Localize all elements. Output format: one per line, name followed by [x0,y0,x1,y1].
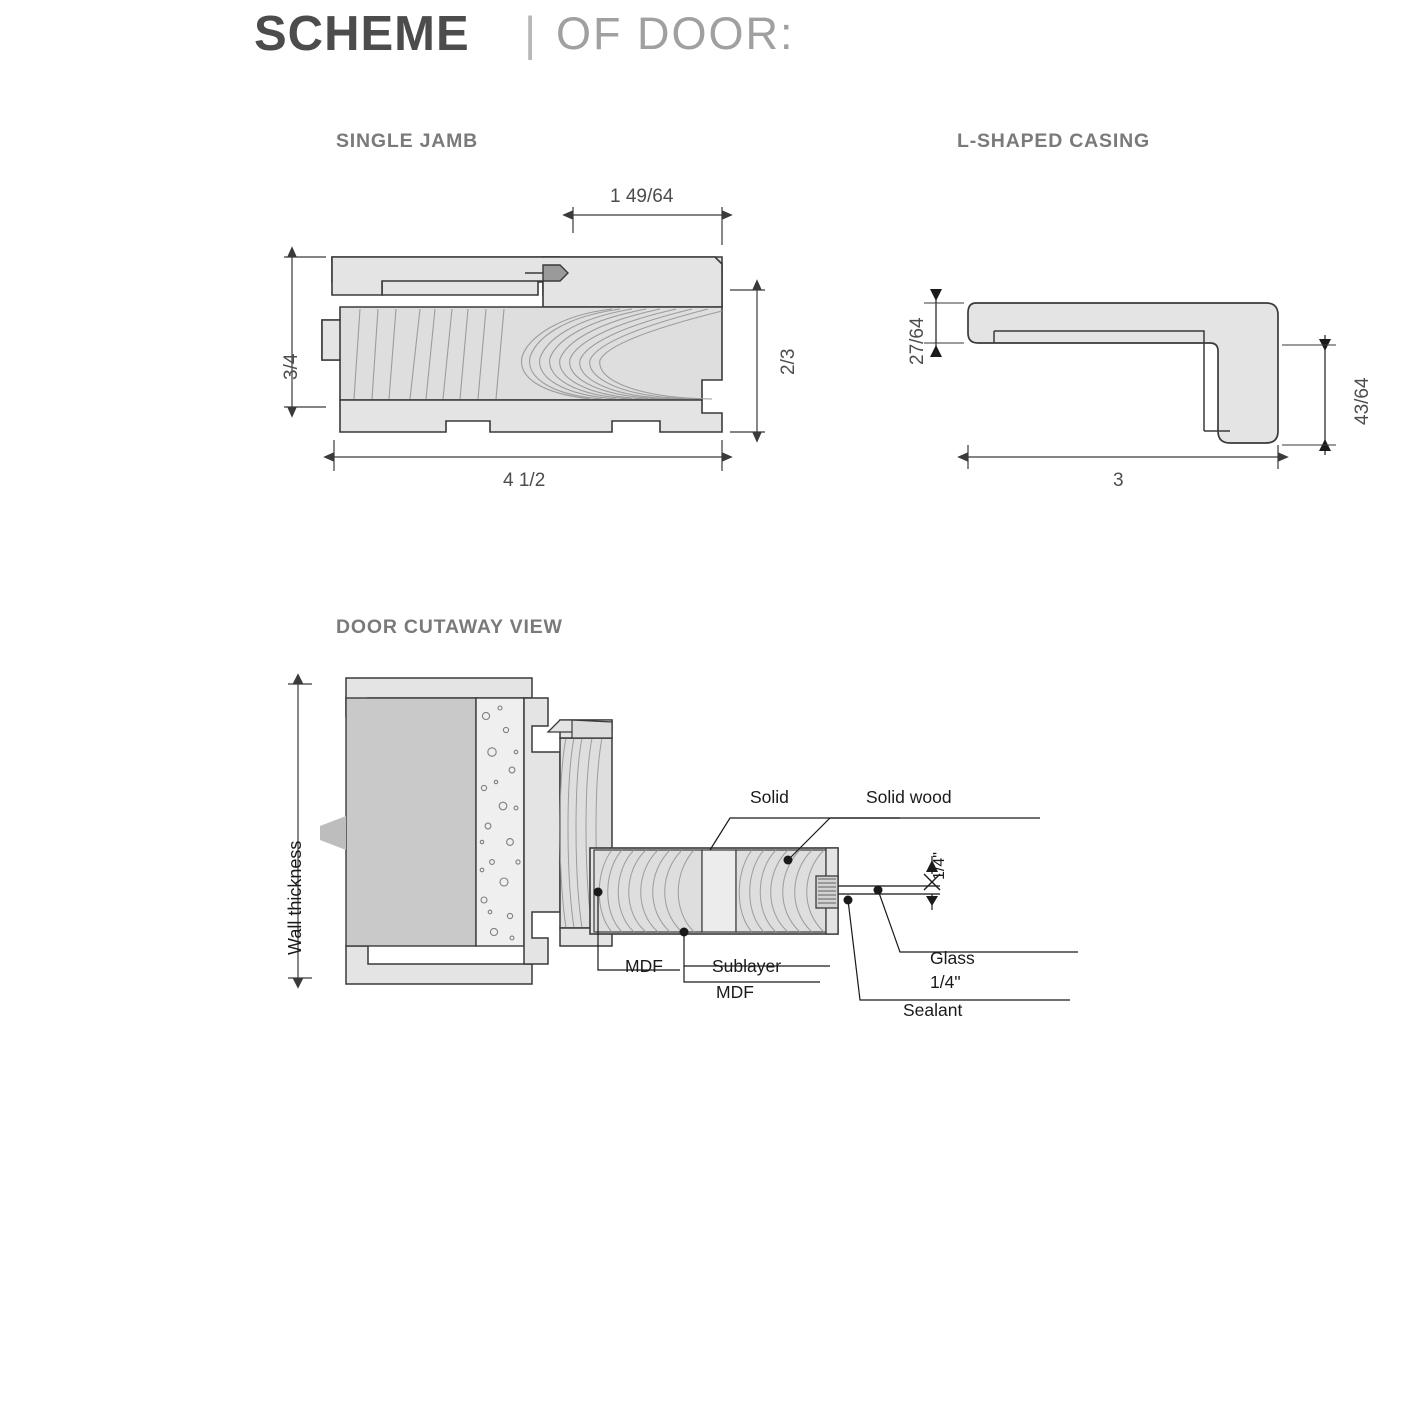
dim-jamb-right-height: 2/3 [778,348,799,375]
page-title-sub: OF DOOR: [556,8,795,59]
section-heading-l-shaped-casing: L-SHAPED CASING [957,130,1150,152]
single-jamb-drawing [260,185,780,515]
dim-jamb-left-height: 3/4 [281,353,302,380]
label-solid-wood: Solid wood [866,787,952,807]
dim-casing-right-thickness: 43/64 [1352,377,1373,425]
section-heading-single-jamb: SINGLE JAMB [336,130,479,152]
label-quarter-inch: 1/4" [931,852,948,880]
label-wall-thickness: Wall thickness [285,840,305,955]
dim-jamb-bottom-width: 4 1/2 [503,470,546,491]
label-sublayer-mdf: MDF [716,982,754,1002]
label-solid: Solid [750,787,789,807]
section-heading-door-cutaway-view: DOOR CUTAWAY VIEW [336,616,563,638]
dim-jamb-top-width: 1 49/64 [610,186,674,207]
label-mdf: MDF [625,956,663,976]
label-sealant: Sealant [903,1000,963,1020]
page-title-block [0,0,1401,80]
dim-casing-left-thickness: 27/64 [907,317,928,365]
page-title-divider: | [524,7,537,60]
l-shaped-casing-drawing [880,255,1360,505]
label-glass-thickness: 1/4" [930,972,961,992]
page-title-main: SCHEME [254,7,470,61]
label-glass: Glass [930,948,975,968]
label-sublayer: Sublayer [712,956,782,976]
dim-casing-bottom-width: 3 [1113,470,1124,491]
